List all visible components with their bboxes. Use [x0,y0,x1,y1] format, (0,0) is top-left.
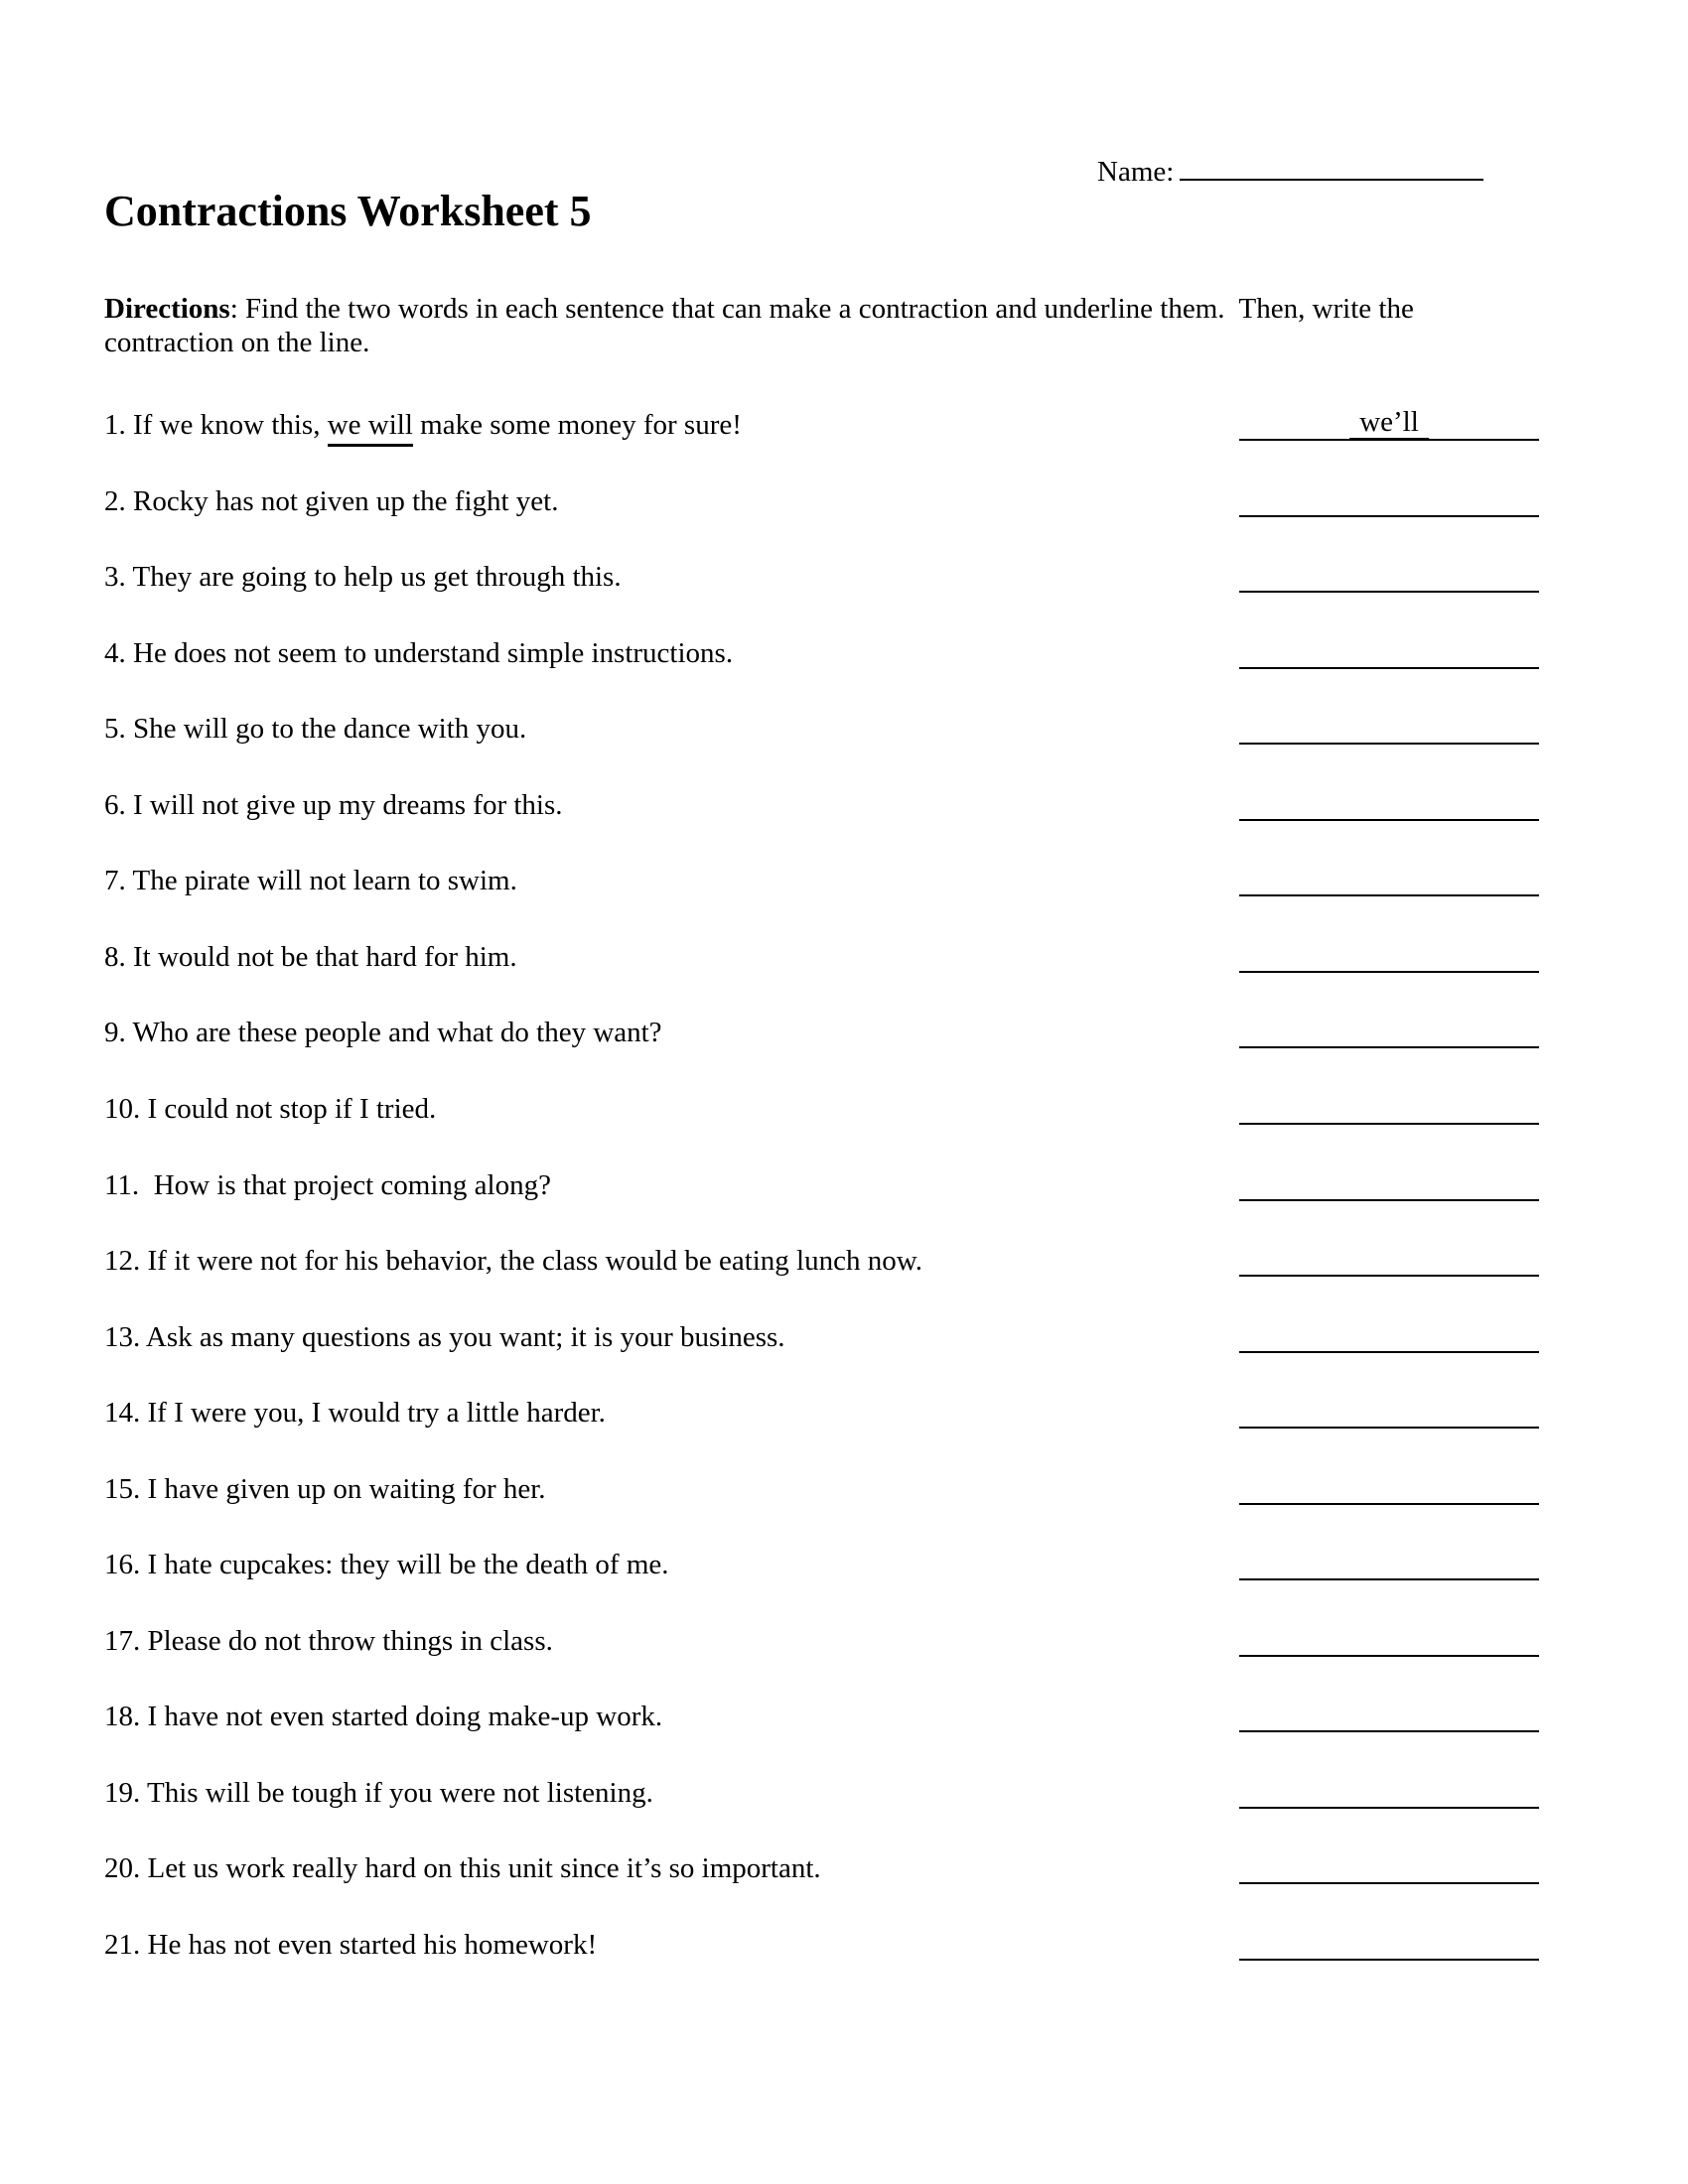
sentence-text: Ask as many questions as you want; it is your business. [145,1321,785,1353]
item-sentence [104,1700,662,1733]
item-sentence [104,1851,821,1885]
item-number: 8. [104,941,126,973]
item-number: 12. [104,1245,141,1277]
item-number: 17. [104,1625,141,1657]
directions-label: Directions [104,293,230,325]
worksheet-item [104,1928,1554,1976]
worksheet-item [104,408,1554,456]
item-number: 2. [104,485,126,517]
item-number: 9. [104,1017,126,1048]
item-sentence [104,1396,606,1430]
underlined-words: we will [328,409,413,447]
answer-line[interactable] [1239,1624,1539,1657]
answer-line[interactable] [1239,1928,1539,1961]
item-number: 13. [104,1321,141,1353]
item-sentence [104,712,526,746]
item-sentence [104,1472,546,1506]
name-label: Name: [1097,156,1175,188]
worksheet-item [104,1092,1554,1140]
sentence-text: She will go to the dance with you. [133,713,527,745]
answer-line[interactable] [1239,1472,1539,1505]
item-sentence [104,1776,653,1810]
item-number: 14. [104,1397,141,1429]
item-number: 16. [104,1549,141,1580]
sentence-text: How is that project coming along? [153,1169,551,1201]
page-title: Contractions Worksheet 5 [104,187,592,235]
sentence-text: If we know this, [133,409,328,441]
worksheet-item [104,1244,1554,1292]
answer-line[interactable] [1239,1700,1539,1732]
sentence-text: He does not seem to understand simple instructions. [133,637,734,669]
sentence-text: He has not even started his homework! [147,1929,598,1961]
worksheet-item [104,636,1554,684]
answer-line[interactable] [1239,1016,1539,1048]
item-number: 19. [104,1777,141,1809]
item-number: 20. [104,1852,141,1884]
item-number: 3. [104,561,126,593]
directions-text: : Find the two words in each sentence that can make a contraction and underline them. Then, write the contraction on the line. [104,293,1414,358]
item-number: 1. [104,409,126,441]
sentence-text: This will be tough if you were not listening. [146,1777,653,1809]
answer-line[interactable] [1239,1396,1539,1429]
item-sentence [104,636,733,670]
item-sentence [104,408,742,442]
worksheet-item [104,1320,1554,1368]
sentence-text: It would not be that hard for him. [133,941,517,973]
item-sentence [104,1928,597,1962]
answer-line[interactable] [1239,940,1539,973]
item-sentence [104,560,622,594]
worksheet-item [104,788,1554,836]
sentence-text: I will not give up my dreams for this. [133,789,563,821]
worksheet-item [104,560,1554,608]
sentence-text: Let us work really hard on this unit since it’s so important. [147,1852,821,1884]
item-sentence [104,1016,662,1049]
answer-line[interactable] [1239,1851,1539,1884]
sentence-text: Please do not throw things in class. [147,1625,553,1657]
item-sentence [104,1168,551,1202]
worksheet-item [104,1851,1554,1899]
answer-line[interactable] [1239,1168,1539,1201]
sentence-text: If it were not for his behavior, the class would be eating lunch now. [147,1245,923,1277]
sentence-text: I could not stop if I tried. [147,1093,437,1125]
item-sentence [104,1624,553,1658]
item-number: 5. [104,713,126,745]
answer-line[interactable] [1239,484,1539,517]
worksheet-item [104,1016,1554,1063]
sentence-text-after: make some money for sure! [412,409,742,441]
answer-text: we’ll [1349,406,1429,441]
worksheet-item [104,1700,1554,1747]
answer-line[interactable] [1239,1320,1539,1353]
answer-line[interactable] [1239,1548,1539,1580]
sentence-text: The pirate will not learn to swim. [132,865,517,896]
answer-line[interactable] [1239,408,1539,441]
worksheet-item [104,1776,1554,1824]
worksheet-item [104,484,1554,532]
sentence-text: They are going to help us get through this. [132,561,622,593]
item-sentence [104,1092,436,1126]
item-sentence [104,788,563,822]
sentence-text: Who are these people and what do they want? [132,1017,662,1048]
item-sentence [104,484,559,518]
sentence-text: I hate cupcakes: they will be the death of me. [147,1549,669,1580]
answer-line[interactable] [1239,560,1539,593]
answer-line[interactable] [1239,1776,1539,1809]
item-sentence [104,1548,669,1581]
answer-line[interactable] [1239,788,1539,821]
worksheet-item [104,1548,1554,1595]
worksheet-item [104,864,1554,911]
item-number: 6. [104,789,126,821]
worksheet-item [104,1624,1554,1672]
answer-line[interactable] [1239,864,1539,896]
item-number: 18. [104,1701,141,1732]
sentence-text: If I were you, I would try a little harder. [147,1397,606,1429]
item-sentence [104,864,517,897]
item-sentence [104,1244,922,1278]
worksheet-item [104,940,1554,988]
sentence-text: Rocky has not given up the fight yet. [133,485,559,517]
sentence-text: I have given up on waiting for her. [147,1473,546,1505]
answer-line[interactable] [1239,1092,1539,1125]
worksheet-item [104,712,1554,759]
item-sentence [104,940,517,974]
item-number: 21. [104,1929,141,1961]
item-number: 15. [104,1473,141,1505]
item-number: 4. [104,637,126,669]
sentence-text: I have not even started doing make-up work. [147,1701,663,1732]
answer-line[interactable] [1239,1244,1539,1277]
item-number: 10. [104,1093,141,1125]
worksheet-item [104,1472,1554,1520]
worksheet-item [104,1168,1554,1216]
item-sentence [104,1320,785,1354]
answer-line[interactable] [1239,636,1539,669]
answer-line[interactable] [1239,712,1539,745]
worksheet-item [104,1396,1554,1443]
item-number: 11. [104,1169,147,1201]
item-number: 7. [104,865,126,896]
